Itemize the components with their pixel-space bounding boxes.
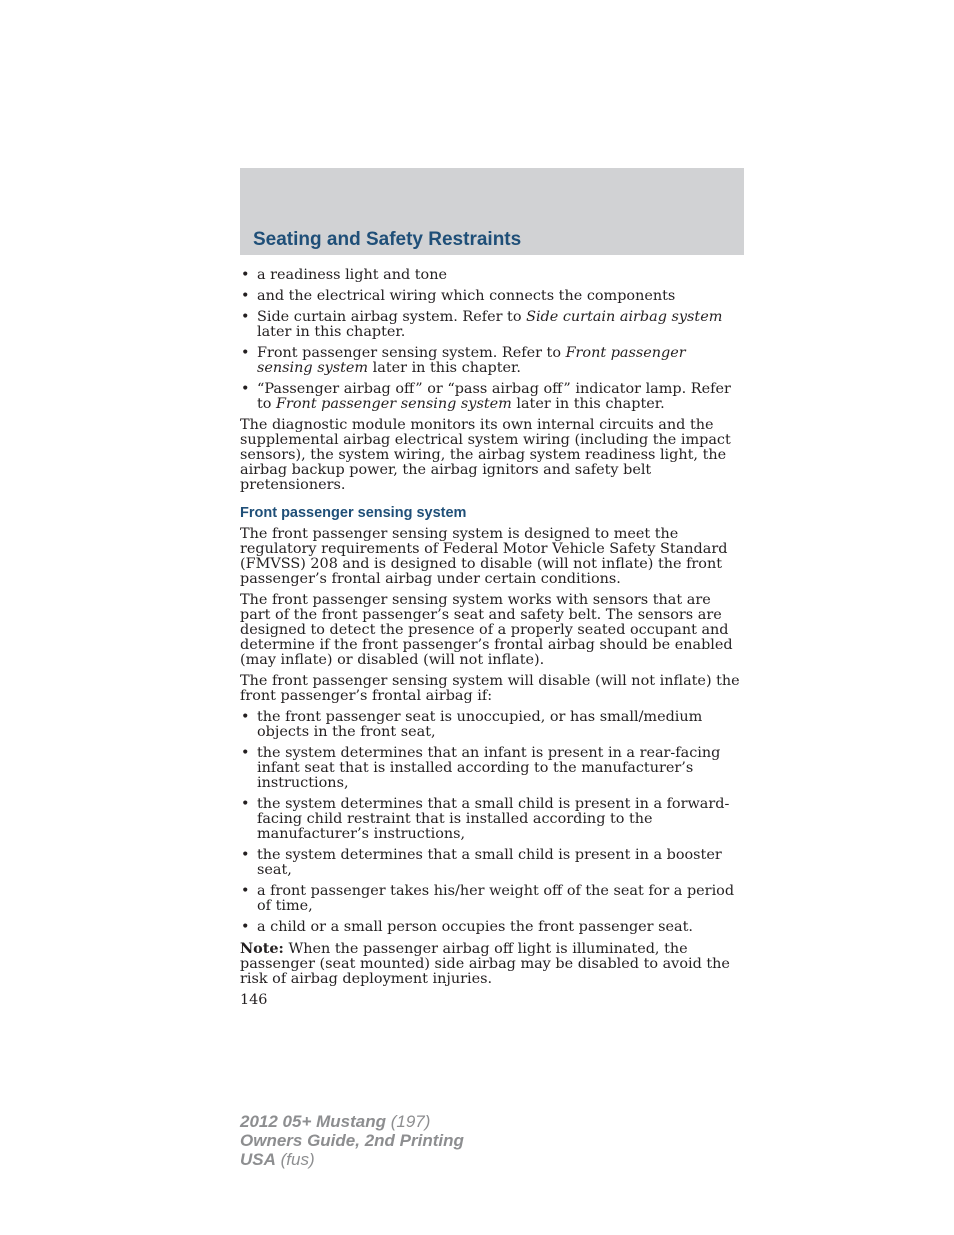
- body-paragraph: The front passenger sensing system will disable (will not inflate) the front passenger’s frontal airbag if:: [240, 673, 740, 704]
- page-number: 146: [240, 992, 268, 1008]
- section-heading: Front passenger sensing system: [240, 505, 467, 521]
- list-item: • Side curtain airbag system. Refer to Side curtain airbag system later in this chapter.: [240, 310, 744, 340]
- note-label: Note:: [240, 940, 284, 957]
- cross-reference: Front passenger sensing system: [276, 396, 512, 412]
- list-item: • a child or a small person occupies the front passenger seat.: [240, 920, 744, 935]
- chapter-header-band: [240, 168, 744, 255]
- footer-line-market: USA (fus): [240, 1150, 315, 1169]
- list-item: • the system determines that an infant is present in a rear-facing infant seat that is installed according to the manufacturer’s instructions,: [240, 746, 744, 791]
- list-item: • Front passenger sensing system. Refer to Front passenger sensing system later in this chapter.: [240, 346, 744, 376]
- cross-reference: Side curtain airbag system: [526, 309, 723, 325]
- diagnostic-paragraph: The diagnostic module monitors its own internal circuits and the supplemental airbag electrical system wiring (including the impact sensors), the system wiring, the airbag system readiness light, the airbag backup power, the airbag ignitors and safety belt pretensioners.: [240, 417, 731, 493]
- list-item: • the front passenger seat is unoccupied, or has small/medium objects in the front seat,: [240, 710, 744, 740]
- body-paragraph: The front passenger sensing system is designed to meet the regulatory requirements of Federal Motor Vehicle Safety Standard (FMVSS) 208 and is designed to disable (will not inflate) the front passenger’s frontal airbag under certain conditions.: [240, 526, 728, 587]
- list-item: • a readiness light and tone: [240, 268, 744, 283]
- list-item: • a front passenger takes his/her weight off of the seat for a period of time,: [240, 884, 744, 914]
- list-item: • and the electrical wiring which connects the components: [240, 289, 744, 304]
- disable-conditions-list: [240, 710, 744, 935]
- note-paragraph: Note: When the passenger airbag off light is illuminated, the passenger (seat mounted) side airbag may be disabled to avoid the risk of airbag deployment injuries.: [240, 940, 730, 987]
- body-paragraph: The front passenger sensing system works with sensors that are part of the front passenger’s seat and safety belt. The sensors are designed to detect the presence of a properly seated occupant and determine if the front passenger’s frontal airbag should be enabled (may inflate) or disabled (will not inflate).: [240, 592, 733, 668]
- footer-line-model: 2012 05+ Mustang (197): [240, 1112, 431, 1131]
- chapter-title: Seating and Safety Restraints: [253, 229, 522, 250]
- document-footer: [240, 1112, 464, 1169]
- page-content: [240, 268, 744, 1008]
- list-item: • the system determines that a small child is present in a forward-facing child restraint that is installed according to the manufacturer’s instructions,: [240, 797, 744, 842]
- component-list: [240, 268, 744, 412]
- list-item: • “Passenger airbag off” or “pass airbag off” indicator lamp. Refer to Front passenger sensing system later in this chapter.: [240, 382, 744, 412]
- cross-reference: Front passenger sensing system: [257, 345, 686, 376]
- list-item: • the system determines that a small child is present in a booster seat,: [240, 848, 744, 878]
- footer-line-edition: Owners Guide, 2nd Printing: [240, 1131, 464, 1150]
